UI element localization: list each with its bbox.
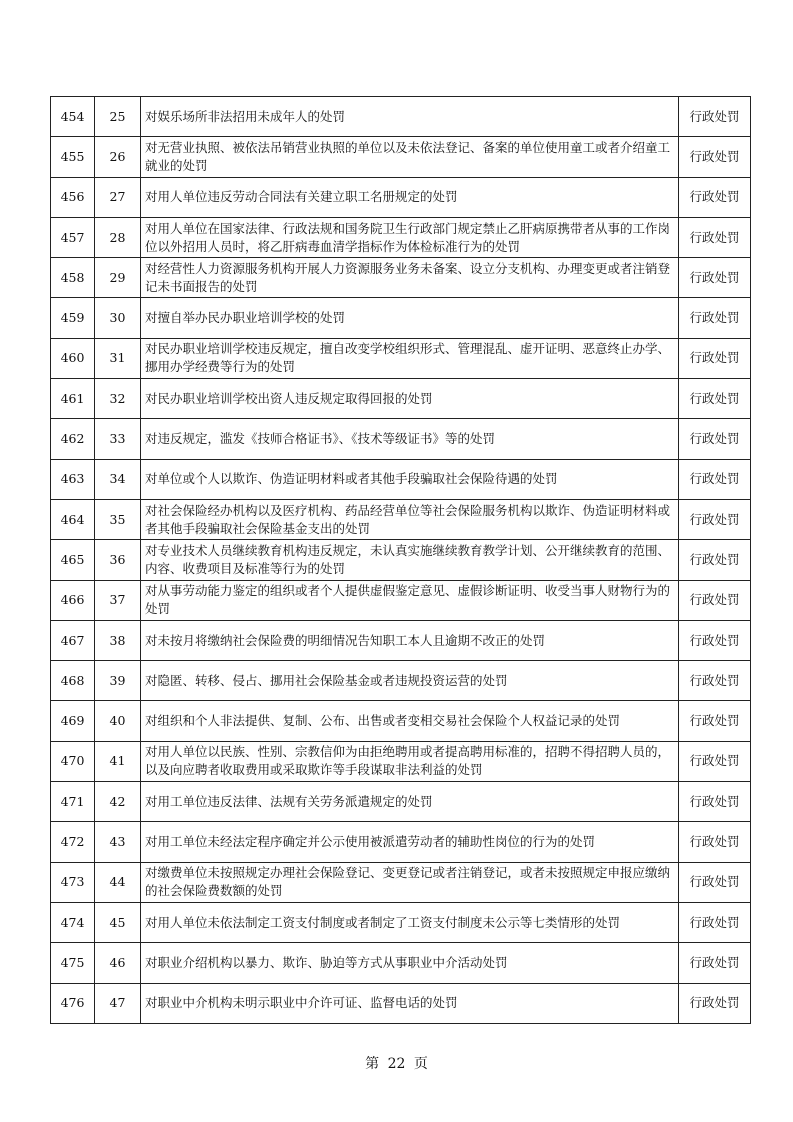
row-sub-index: 29 (95, 258, 141, 298)
row-category: 行政处罚 (679, 298, 751, 338)
row-item: 对专业技术人员继续教育机构违反规定，未认真实施继续教育教学计划、公开继续教育的范围、内容、收费项目及标准等行为的处罚 (141, 540, 679, 580)
row-index: 470 (51, 741, 95, 781)
row-index: 474 (51, 902, 95, 942)
row-sub-index: 34 (95, 459, 141, 499)
row-sub-index: 30 (95, 298, 141, 338)
row-sub-index: 28 (95, 217, 141, 257)
table-row (51, 983, 751, 1023)
row-index: 465 (51, 540, 95, 580)
row-category: 行政处罚 (679, 379, 751, 419)
row-sub-index: 45 (95, 902, 141, 942)
row-item: 对从事劳动能力鉴定的组织或者个人提供虚假鉴定意见、虚假诊断证明、收受当事人财物行为的处罚 (141, 580, 679, 620)
row-index: 457 (51, 217, 95, 257)
row-category: 行政处罚 (679, 137, 751, 177)
row-category: 行政处罚 (679, 741, 751, 781)
table-row (51, 701, 751, 741)
row-item: 对用人单位在国家法律、行政法规和国务院卫生行政部门规定禁止乙肝病原携带者从事的工作岗位以外招用人员时，将乙肝病毒血清学指标作为体检标准行为的处罚 (141, 217, 679, 257)
row-sub-index: 43 (95, 822, 141, 862)
row-item: 对用人单位未依法制定工资支付制度或者制定了工资支付制度未公示等七类情形的处罚 (141, 902, 679, 942)
table-row (51, 540, 751, 580)
row-sub-index: 40 (95, 701, 141, 741)
page-prefix: 第 (365, 1056, 380, 1072)
table-row (51, 97, 751, 137)
row-index: 460 (51, 338, 95, 378)
row-item: 对擅自举办民办职业培训学校的处罚 (141, 298, 679, 338)
row-category: 行政处罚 (679, 822, 751, 862)
table-row (51, 661, 751, 701)
row-item: 对经营性人力资源服务机构开展人力资源服务业务未备案、设立分支机构、办理变更或者注销登记未书面报告的处罚 (141, 258, 679, 298)
row-index: 463 (51, 459, 95, 499)
row-index: 468 (51, 661, 95, 701)
row-index: 462 (51, 419, 95, 459)
row-index: 473 (51, 862, 95, 902)
row-index: 464 (51, 499, 95, 539)
row-index: 476 (51, 983, 95, 1023)
row-sub-index: 25 (95, 97, 141, 137)
row-category: 行政处罚 (679, 943, 751, 983)
row-category: 行政处罚 (679, 862, 751, 902)
row-category: 行政处罚 (679, 983, 751, 1023)
row-category: 行政处罚 (679, 620, 751, 660)
row-category: 行政处罚 (679, 661, 751, 701)
row-sub-index: 42 (95, 782, 141, 822)
row-item: 对民办职业培训学校出资人违反规定取得回报的处罚 (141, 379, 679, 419)
row-sub-index: 26 (95, 137, 141, 177)
row-sub-index: 27 (95, 177, 141, 217)
row-index: 471 (51, 782, 95, 822)
page-number: 22 (387, 1056, 406, 1072)
row-category: 行政处罚 (679, 499, 751, 539)
row-category: 行政处罚 (679, 782, 751, 822)
row-category: 行政处罚 (679, 419, 751, 459)
row-item: 对单位或个人以欺诈、伪造证明材料或者其他手段骗取社会保险待遇的处罚 (141, 459, 679, 499)
row-sub-index: 38 (95, 620, 141, 660)
row-item: 对用工单位违反法律、法规有关劳务派遣规定的处罚 (141, 782, 679, 822)
row-item: 对用人单位违反劳动合同法有关建立职工名册规定的处罚 (141, 177, 679, 217)
row-item: 对隐匿、转移、侵占、挪用社会保险基金或者违规投资运营的处罚 (141, 661, 679, 701)
row-category: 行政处罚 (679, 97, 751, 137)
row-index: 469 (51, 701, 95, 741)
row-category: 行政处罚 (679, 459, 751, 499)
table-row (51, 499, 751, 539)
row-sub-index: 37 (95, 580, 141, 620)
table-row (51, 620, 751, 660)
row-sub-index: 33 (95, 419, 141, 459)
penalty-table (50, 96, 751, 1024)
row-category: 行政处罚 (679, 177, 751, 217)
penalty-table-body (51, 97, 751, 1024)
row-index: 475 (51, 943, 95, 983)
page-suffix: 页 (413, 1056, 428, 1072)
row-category: 行政处罚 (679, 701, 751, 741)
page-footer (0, 1053, 793, 1073)
table-row (51, 943, 751, 983)
row-item: 对缴费单位未按照规定办理社会保险登记、变更登记或者注销登记，或者未按照规定申报应缴纳的社会保险费数额的处罚 (141, 862, 679, 902)
row-category: 行政处罚 (679, 540, 751, 580)
table-row (51, 580, 751, 620)
row-item: 对职业介绍机构以暴力、欺诈、胁迫等方式从事职业中介活动处罚 (141, 943, 679, 983)
row-item: 对职业中介机构未明示职业中介许可证、监督电话的处罚 (141, 983, 679, 1023)
row-item: 对用工单位未经法定程序确定并公示使用被派遣劳动者的辅助性岗位的行为的处罚 (141, 822, 679, 862)
row-sub-index: 32 (95, 379, 141, 419)
table-row (51, 862, 751, 902)
table-row (51, 902, 751, 942)
row-index: 467 (51, 620, 95, 660)
table-row (51, 137, 751, 177)
table-row (51, 258, 751, 298)
row-sub-index: 41 (95, 741, 141, 781)
row-index: 461 (51, 379, 95, 419)
table-row (51, 379, 751, 419)
row-index: 459 (51, 298, 95, 338)
row-sub-index: 31 (95, 338, 141, 378)
row-sub-index: 35 (95, 499, 141, 539)
row-item: 对用人单位以民族、性别、宗教信仰为由拒绝聘用或者提高聘用标准的，招聘不得招聘人员的，以及向应聘者收取费用或采取欺诈等手段谋取非法利益的处罚 (141, 741, 679, 781)
table-row (51, 177, 751, 217)
row-category: 行政处罚 (679, 217, 751, 257)
row-category: 行政处罚 (679, 902, 751, 942)
table-row (51, 741, 751, 781)
row-index: 455 (51, 137, 95, 177)
table-row (51, 217, 751, 257)
row-sub-index: 39 (95, 661, 141, 701)
row-index: 454 (51, 97, 95, 137)
row-sub-index: 46 (95, 943, 141, 983)
row-sub-index: 47 (95, 983, 141, 1023)
row-item: 对未按月将缴纳社会保险费的明细情况告知职工本人且逾期不改正的处罚 (141, 620, 679, 660)
row-item: 对无营业执照、被依法吊销营业执照的单位以及未依法登记、备案的单位使用童工或者介绍童工就业的处罚 (141, 137, 679, 177)
table-row (51, 338, 751, 378)
row-item: 对社会保险经办机构以及医疗机构、药品经营单位等社会保险服务机构以欺诈、伪造证明材料或者其他手段骗取社会保险基金支出的处罚 (141, 499, 679, 539)
row-category: 行政处罚 (679, 580, 751, 620)
row-category: 行政处罚 (679, 258, 751, 298)
table-row (51, 419, 751, 459)
row-sub-index: 36 (95, 540, 141, 580)
row-item: 对民办职业培训学校违反规定，擅自改变学校组织形式、管理混乱、虚开证明、恶意终止办学、挪用办学经费等行为的处罚 (141, 338, 679, 378)
row-sub-index: 44 (95, 862, 141, 902)
row-item: 对娱乐场所非法招用未成年人的处罚 (141, 97, 679, 137)
row-index: 472 (51, 822, 95, 862)
row-item: 对违反规定，滥发《技师合格证书》、《技术等级证书》等的处罚 (141, 419, 679, 459)
table-row (51, 298, 751, 338)
row-index: 456 (51, 177, 95, 217)
table-row (51, 459, 751, 499)
table-row (51, 822, 751, 862)
table-row (51, 782, 751, 822)
row-index: 466 (51, 580, 95, 620)
row-category: 行政处罚 (679, 338, 751, 378)
row-index: 458 (51, 258, 95, 298)
row-item: 对组织和个人非法提供、复制、公布、出售或者变相交易社会保险个人权益记录的处罚 (141, 701, 679, 741)
